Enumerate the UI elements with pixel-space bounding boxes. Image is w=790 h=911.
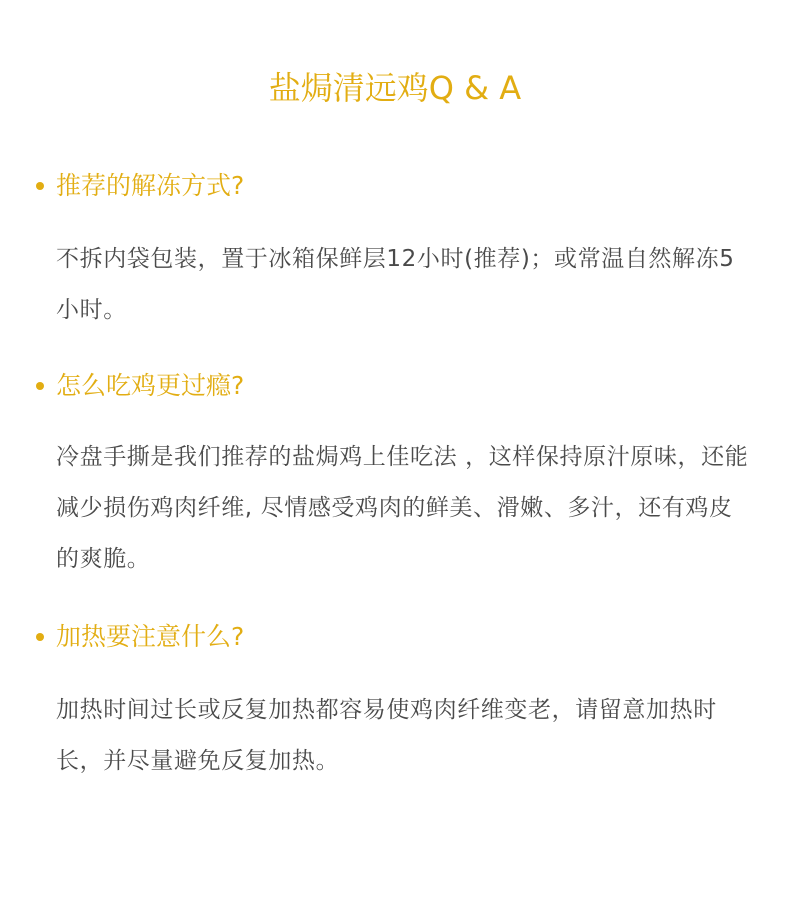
bullet-dot-icon <box>36 382 44 390</box>
question-text: 推荐的解冻方式? <box>56 171 245 200</box>
answer-text: 冷盘手撕是我们推荐的盐焗鸡上佳吃法 ，这样保持原汁原味，还能减少损伤鸡肉纤维, 尽情感受鸡肉的鲜美、滑嫩、多汁，还有鸡皮的爽脆。 <box>56 444 749 572</box>
question-text: 加热要注意什么? <box>56 622 245 651</box>
answer-text: 不拆内袋包装，置于冰箱保鲜层12小时(推荐)；或常温自然解冻5小时。 <box>56 246 735 323</box>
answer-text: 加热时间过长或反复加热都容易使鸡肉纤维变老，请留意加热时长，并尽量避免反复加热。 <box>56 697 717 774</box>
question-text: 怎么吃鸡更过瘾? <box>56 371 245 400</box>
bullet-dot-icon <box>36 633 44 641</box>
qa-item-eating <box>0 368 790 404</box>
qa-item-heating <box>0 619 790 655</box>
question-row <box>0 368 790 404</box>
page-title: 盐焗清远鸡Q & A <box>268 69 522 107</box>
question-row <box>0 619 790 655</box>
qa-item-thawing <box>0 168 790 204</box>
question-row <box>0 168 790 204</box>
bullet-dot-icon <box>36 182 44 190</box>
